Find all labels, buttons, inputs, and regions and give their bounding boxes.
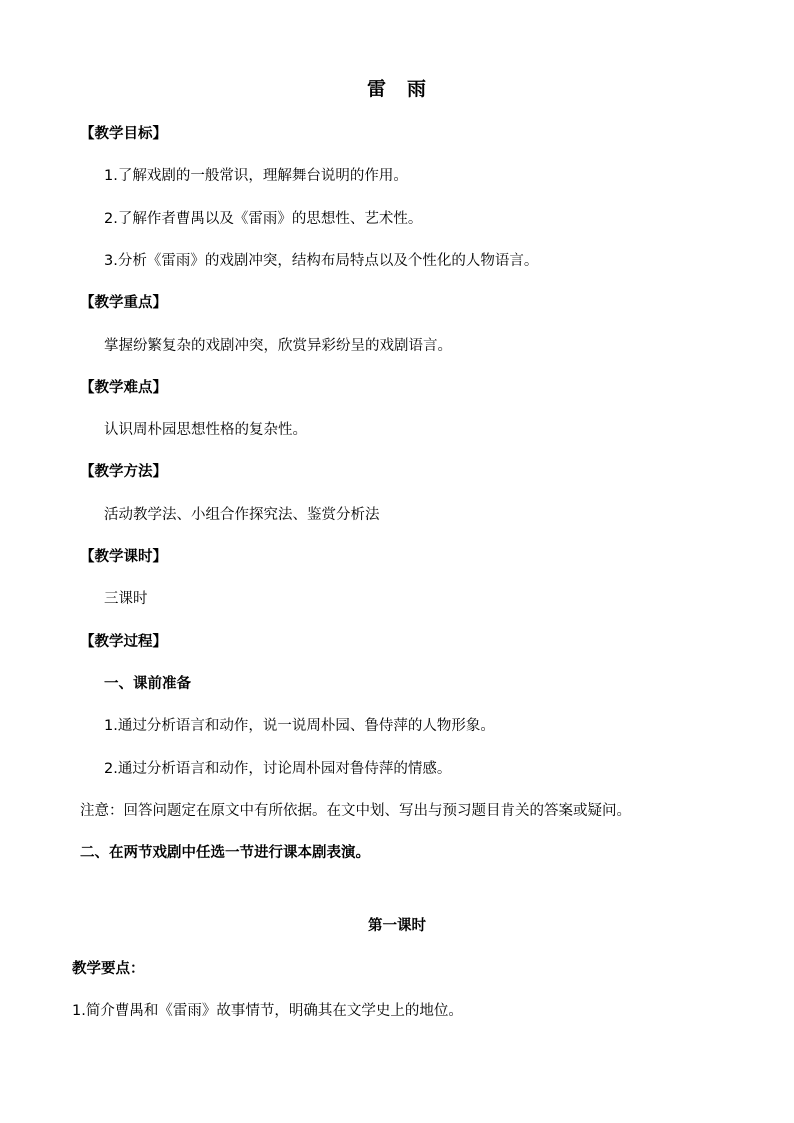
lesson-points-heading: 教学要点： — [72, 961, 145, 977]
key-heading: 【教学重点】 — [80, 295, 167, 311]
goals-heading: 【教学目标】 — [80, 126, 167, 142]
lesson-point-1: 1.简介曹禺和《雷雨》故事情节，明确其在文学史上的地位。 — [72, 1003, 463, 1019]
lesson-one-heading: 第一课时 — [368, 918, 426, 934]
goal-item-3: 3.分析《雷雨》的戏剧冲突，结构布局特点以及个性化的人物语言。 — [104, 253, 539, 269]
method-text: 活动教学法、小组合作探究法、鉴赏分析法 — [104, 507, 380, 523]
process-heading: 【教学过程】 — [80, 634, 167, 650]
prep-heading: 一、课前准备 — [104, 676, 191, 692]
note-text: 注意：回答问题定在原文中有所依据。在文中划、写出与预习题目肯关的答案或疑问。 — [80, 803, 631, 819]
goal-item-2: 2.了解作者曹禺以及《雷雨》的思想性、艺术性。 — [104, 211, 423, 227]
hours-heading: 【教学课时】 — [80, 549, 167, 565]
prep-item-2: 2.通过分析语言和动作，讨论周朴园对鲁侍萍的情感。 — [104, 761, 452, 777]
difficulty-text: 认识周朴园思想性格的复杂性。 — [104, 422, 307, 438]
performance-item: 二、在两节戏剧中任选一节进行课本剧表演。 — [80, 845, 370, 861]
difficulty-heading: 【教学难点】 — [80, 380, 167, 396]
hours-text: 三课时 — [104, 591, 148, 607]
goal-item-1: 1.了解戏剧的一般常识，理解舞台说明的作用。 — [104, 168, 408, 184]
document-title: 雷 雨 — [366, 78, 427, 100]
key-text: 掌握纷繁复杂的戏剧冲突，欣赏异彩纷呈的戏剧语言。 — [104, 338, 452, 354]
method-heading: 【教学方法】 — [80, 464, 167, 480]
prep-item-1: 1.通过分析语言和动作，说一说周朴园、鲁侍萍的人物形象。 — [104, 718, 495, 734]
